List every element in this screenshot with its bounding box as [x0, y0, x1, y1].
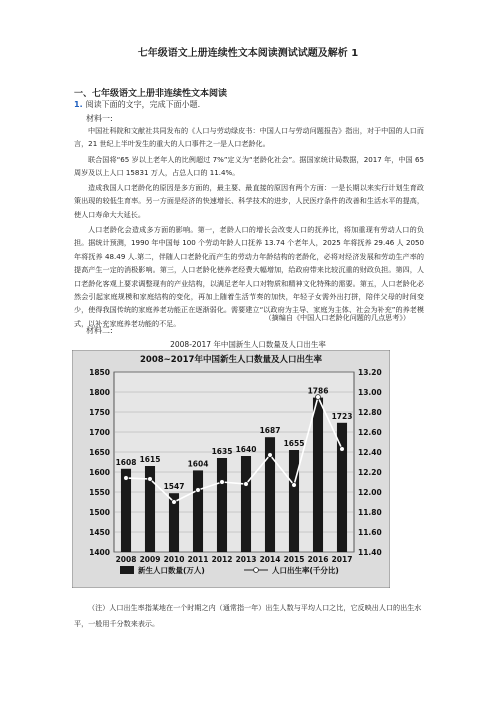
category-label: 2016 [307, 555, 329, 564]
right-tick-label: 13.20 [358, 368, 382, 377]
question-1 [74, 99, 200, 110]
birth-rate-point [292, 483, 297, 488]
category-label: 2011 [187, 555, 209, 564]
birth-rate-point [148, 477, 153, 482]
left-tick-label: 1500 [89, 508, 110, 517]
left-tick-label: 1750 [89, 408, 110, 417]
bar-value-label: 1687 [259, 426, 281, 436]
bar [121, 469, 131, 552]
bar-value-label: 1547 [163, 482, 185, 492]
legend-swatch-marker [254, 568, 259, 573]
left-tick-label: 1450 [89, 528, 110, 537]
legend-swatch-bars [120, 566, 134, 574]
bar [313, 398, 323, 552]
source-citation: （摘编自《中国人口老龄化问题的几点思考》） [264, 313, 410, 322]
material-1-label: 材料一: [86, 114, 113, 123]
category-label: 2014 [259, 555, 281, 564]
right-tick-label: 12.00 [358, 488, 382, 497]
right-tick-label: 11.60 [358, 528, 382, 537]
bar-value-label: 1786 [307, 386, 329, 396]
birth-rate-point [244, 482, 249, 487]
left-tick-label: 1550 [89, 488, 110, 497]
category-label: 2017 [331, 555, 353, 564]
birth-rate-point [172, 500, 177, 505]
bar-value-label: 1640 [235, 445, 257, 454]
birth-chart [72, 350, 390, 588]
bar [193, 470, 203, 552]
bar-value-label: 1723 [331, 411, 353, 421]
paragraph-4: 人口老龄化会造成多方面的影响。第一，老龄人口的增长会改变人口的抚养比，将加重现有劳动人口的负担。据统计预测，1990 年中国每 100 个劳动年龄人口抚养 13.74 个老年人，2025 年将抚养 29.46 人 2050 年将抚养 48.49 人.第二，伴随人口老龄化而产生的劳动力年龄结构的老龄化，必将对经济发展和劳动生产率的提高产生一定的消极影响。第三，人口老龄化使养老经费大幅增加，给政府带来比较沉重的财政负担。第四，人口老龄化客观上要求调整现有的产业结构，以满足老年人口对物质和精神文化特殊的需要。第五，人口老龄化必然会引起家庭规模和家庭结构的变化，再加上随着生活节奏的加快，年轻子女需外出打拼，陪伴父母的时间变少，使得我国传统的家庭养老功能正在逐渐弱化。需要建立“以政府为主导、家庭为主体、社会为补充”的养老模式，以补充家庭养老功能的不足。 [74, 225, 424, 328]
right-tick-label: 13.00 [358, 388, 382, 397]
category-label: 2010 [163, 555, 185, 564]
bar-value-label: 1604 [187, 459, 209, 469]
left-tick-label: 1800 [89, 388, 110, 397]
category-label: 2015 [283, 555, 305, 564]
birth-rate-point [196, 488, 201, 493]
right-tick-label: 12.20 [358, 468, 382, 477]
page-title: 七年级语文上册连续性文本阅读测试试题及解析 1 [137, 48, 359, 59]
bar-value-label: 1655 [283, 439, 305, 448]
paragraph-3: 造成我国人口老龄化的原因是多方面的，最主要、最直接的原因有两个方面：一是长期以来实行计划生育政策出现的较低生育率。另一方面是经济的快速增长、科学技术的进步，人民医疗条件的改善和生活水平的提高，使人口寿命大大延长。 [74, 183, 424, 219]
category-label: 2012 [211, 555, 233, 564]
section-heading: 一、七年级语文上册非连续性文本阅读 [74, 89, 228, 99]
material-2-label: 材料二: [86, 326, 113, 335]
left-tick-label: 1400 [89, 548, 110, 557]
bar-value-label: 1635 [211, 447, 233, 456]
bar-value-label: 1608 [115, 457, 137, 467]
right-tick-label: 12.60 [358, 428, 382, 437]
paragraph-1: 中国社科院和文献社共同发布的《人口与劳动绿皮书：中国人口与劳动问题报告》指出，对于中国的人口而言，21 世纪上半叶发生的重大的人口事件之一是人口老龄化。 [74, 126, 424, 149]
question-text: 阅读下面的文字，完成下面小题. [85, 100, 201, 109]
left-tick-label: 1600 [89, 468, 110, 477]
category-label: 2008 [115, 555, 137, 564]
birth-rate-point [124, 476, 129, 481]
right-tick-label: 11.40 [358, 548, 382, 557]
birth-rate-point [220, 480, 225, 485]
birth-rate-point [340, 447, 345, 452]
right-tick-label: 11.80 [358, 508, 382, 517]
legend-label-bars: 新生人口数量(万人) [138, 566, 205, 575]
question-number: 1. [74, 100, 83, 109]
left-tick-label: 1700 [89, 428, 110, 437]
legend-label-line: 人口出生率(千分比) [272, 566, 339, 575]
left-tick-label: 1650 [89, 448, 110, 457]
bar [289, 450, 299, 552]
left-tick-label: 1850 [89, 368, 110, 377]
bar [217, 458, 227, 552]
paragraph-2: 联合国将“65 岁以上老年人的比例超过 7%”定义为“老龄化社会”。据国家统计局数据，2017 年，中国 65 周岁及以上人口 15831 万人，占总人口的 11.4%。 [74, 155, 424, 178]
chart-note: （注）人口出生率指某地在一个时期之内（通常指一年）出生人数与平均人口之比，它反映出人口的出生水平，一般用千分数来表示。 [74, 603, 422, 628]
bar [241, 456, 251, 552]
chart-caption: 2008-2017 年中国新生人口数量及人口出生率 [170, 340, 326, 349]
right-tick-label: 12.40 [358, 448, 382, 457]
category-label: 2013 [235, 555, 257, 564]
right-tick-label: 12.80 [358, 408, 382, 417]
birth-rate-point [268, 453, 273, 458]
chart-title: 2008~2017年中国新生人口数量及人口出生率 [140, 355, 322, 365]
category-label: 2009 [139, 555, 161, 564]
bar-value-label: 1615 [139, 455, 161, 464]
